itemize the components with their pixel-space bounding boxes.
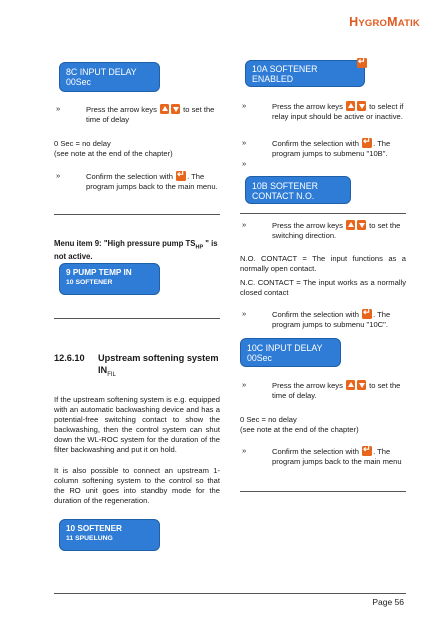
lcd-display-10b	[245, 176, 351, 204]
lcd-line-1: 10 SOFTENER	[66, 524, 122, 533]
instruction-pre: Press the arrow keys	[86, 105, 157, 114]
bullet-mark: »	[242, 309, 247, 318]
section-title	[98, 352, 220, 379]
instruction-pre: Confirm the selection with	[272, 310, 359, 319]
instruction-10b-arrow	[240, 220, 406, 241]
lcd-line-2: 00Sec	[247, 353, 272, 364]
instruction-text	[272, 380, 406, 401]
divider	[54, 214, 220, 215]
instruction-pre: Press the arrow keys	[272, 221, 343, 230]
arrow-up-key-icon	[346, 220, 355, 230]
instruction-post: . The program jumps to submenu "10B".	[272, 139, 391, 158]
delay-note-8c: 0 Sec = no delay (see note at the end of the chapter)	[54, 139, 173, 158]
instruction-post: to set the time of delay.	[272, 381, 401, 400]
lcd-line-2: 11 SPUELUNG	[66, 535, 113, 543]
menu-item-9-pre: Menu item 9: "High pressure pump TS	[54, 239, 196, 248]
footer-rule	[54, 593, 406, 594]
divider	[54, 318, 220, 319]
lcd-line-2: 10 SOFTENER	[66, 279, 113, 287]
instruction-text	[86, 171, 220, 192]
menu-item-9-note	[54, 239, 224, 262]
bullet-mark: »	[242, 380, 247, 389]
arrow-up-key-icon	[346, 380, 355, 390]
bullet-mark: »	[242, 446, 247, 455]
bullet-mark: »	[242, 101, 247, 110]
arrow-up-key-icon	[346, 101, 355, 111]
lcd-line-2: 00Sec	[66, 77, 91, 88]
section-title-sub: FIL	[107, 372, 116, 379]
menu-item-9-sub: HP	[195, 244, 204, 251]
paragraph-regeneration: It is also possible to connect an upstream 1-column softening system to the control so that the RO unit goes into standby mode for the duration of the regeneration.	[54, 466, 220, 506]
instruction-post: to set the time of delay	[86, 105, 215, 124]
instruction-post: . The program jumps back to the main menu.	[86, 172, 218, 191]
no-contact-definition: N.O. CONTACT = The input functions as a normally open contact.	[240, 254, 406, 273]
instruction-text	[272, 309, 406, 330]
arrow-down-key-icon	[357, 220, 366, 230]
lcd-line-1: 10B SOFTENER	[252, 181, 318, 191]
instruction-10a-empty	[240, 159, 406, 169]
section-title-text: Upstream softening system IN	[98, 353, 219, 376]
hygromatik-logo: HYGROMATIK	[349, 15, 420, 29]
lcd-display-10a	[245, 60, 365, 87]
instruction-text	[272, 446, 406, 467]
instruction-post: . The program jumps to submenu "10C".	[272, 310, 391, 329]
lcd-line-1: 8C INPUT DELAY	[66, 67, 137, 77]
bullet-mark: »	[242, 159, 247, 168]
instruction-pre: Confirm the selection with	[86, 172, 173, 181]
arrow-down-key-icon	[171, 104, 180, 114]
instruction-10a-confirm	[240, 138, 406, 159]
lcd-line-1: 9 PUMP TEMP IN	[66, 268, 132, 277]
instruction-8c-confirm	[54, 171, 220, 192]
lcd-line-2: ENABLED	[252, 74, 294, 85]
instruction-pre: Confirm the selection with	[272, 139, 359, 148]
instruction-text	[272, 220, 406, 241]
lcd-display-8c	[59, 62, 160, 92]
enter-key-icon	[357, 58, 367, 68]
instruction-8c-arrow	[54, 104, 220, 125]
lcd-display-10	[59, 519, 160, 551]
lcd-line-1: 10C INPUT DELAY	[247, 343, 323, 353]
instruction-post: to set the switching direction.	[272, 221, 401, 240]
enter-key-icon	[362, 309, 372, 319]
instruction-post: to select if relay input should be active or inactive.	[272, 102, 404, 121]
enter-key-icon	[362, 138, 372, 148]
instruction-10a-arrow	[240, 101, 406, 122]
lcd-display-9	[59, 263, 160, 295]
bullet-mark: »	[242, 138, 247, 147]
instruction-text	[272, 138, 406, 159]
lcd-line-1: 10A SOFTENER	[252, 64, 318, 74]
section-heading	[54, 352, 220, 379]
divider	[240, 213, 406, 214]
lcd-display-10c	[240, 338, 341, 367]
lcd-line-2: CONTACT N.O.	[252, 191, 315, 202]
instruction-pre: Press the arrow keys	[272, 102, 343, 111]
instruction-pre: Press the arrow keys	[272, 381, 343, 390]
delay-note-10c: 0 Sec = no delay (see note at the end of the chapter)	[240, 415, 359, 434]
page-number: Page 56	[372, 597, 404, 607]
bullet-mark: »	[56, 104, 61, 113]
enter-key-icon	[362, 446, 372, 456]
arrow-down-key-icon	[357, 101, 366, 111]
instruction-10b-confirm	[240, 309, 406, 330]
arrow-up-key-icon	[160, 104, 169, 114]
instruction-text	[86, 104, 220, 125]
instruction-10c-confirm	[240, 446, 406, 467]
instruction-pre: Confirm the selection with	[272, 447, 359, 456]
enter-key-icon	[176, 171, 186, 181]
instruction-text	[272, 101, 406, 122]
nc-contact-definition: N.C. CONTACT = The input works as a normally closed contact	[240, 278, 406, 297]
menu-item-9-post: " is not active.	[54, 239, 218, 261]
bullet-mark: »	[242, 220, 247, 229]
bullet-mark: »	[56, 171, 61, 180]
paragraph-backwashing: If the upstream softening system is e.g. equipped with an automatic backwashing device and has a potential-free switching contact to show the backwashing, then the control system can shut down the WL-ROC system for the duration of the filter backwashing and put it on hold.	[54, 395, 220, 455]
instruction-post: . The program jumps back to the main menu	[272, 447, 402, 466]
arrow-down-key-icon	[357, 380, 366, 390]
section-number: 12.6.10	[54, 353, 85, 363]
divider	[240, 491, 406, 492]
instruction-10c-arrow	[240, 380, 406, 401]
